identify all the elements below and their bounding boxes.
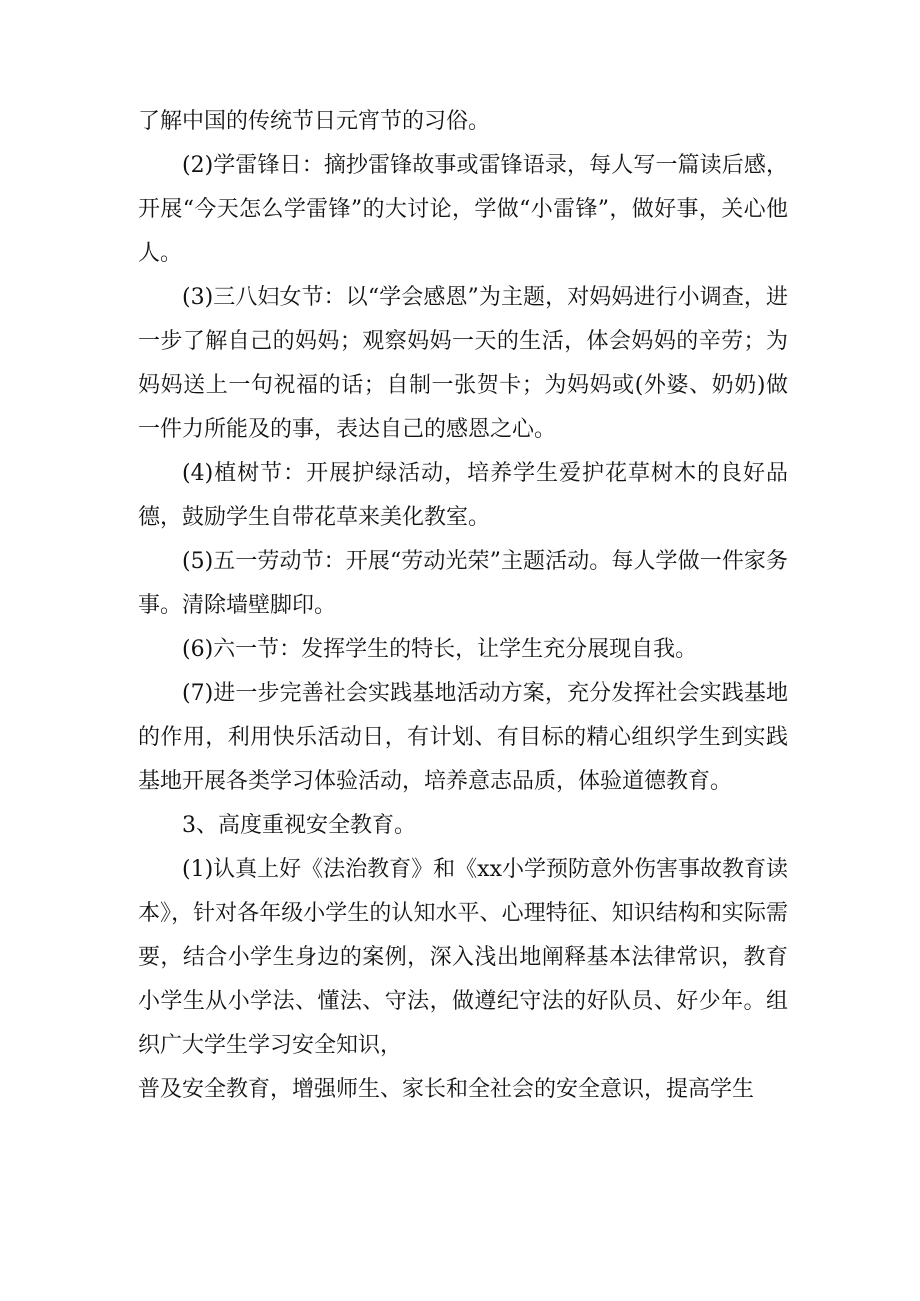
paragraph-womens-day: (3)三八妇女节：以“学会感恩”为主题，对妈妈进行小调查，进一步了解自己的妈妈；观察妈妈一天的生活，体会妈妈的辛劳；为妈妈送上一句祝福的话；自制一张贺卡；为妈妈或(外婆、奶奶)做一件力所能及的事，表达自己的感恩之心。 — [138, 285, 788, 442]
paragraph-labor-day: (5)五一劳动节：开展“劳动光荣”主题活动。每人学做一件家务事。清除墙壁脚印。 — [138, 549, 788, 618]
paragraph-practice-base: (7)进一步完善社会实践基地活动方案，充分发挥社会实践基地的作用，利用快乐活动日，有计划、有目标的精心组织学生到实践基地开展各类学习体验活动，培养意志品质，体验道德教育。 — [138, 681, 788, 794]
paragraph-legal-education: (1)认真上好《法治教育》和《xx小学预防意外伤害事故教育读本》，针对各年级小学生的认知水平、心理特征、知识结构和实际需要，结合小学生身边的案例，深入浅出地阐释基本法律常识，教育小学生从小学法、懂法、守法，做遵纪守法的好队员、好少年。组织广大学生学习安全知识， — [138, 857, 788, 1058]
document-body — [138, 100, 788, 1112]
paragraph-safety-awareness: 普及安全教育，增强师生、家长和全社会的安全意识，提高学生 — [138, 1077, 755, 1102]
paragraph-childrens-day: (6)六一节：发挥学生的特长，让学生充分展现自我。 — [182, 637, 698, 662]
paragraph-arbor-day: (4)植树节：开展护绿活动，培养学生爱护花草树木的良好品德，鼓励学生自带花草来美化教室。 — [138, 461, 788, 530]
section-heading-safety-education: 3、高度重视安全教育。 — [182, 813, 416, 838]
paragraph-lei-feng-day: (2)学雷锋日：摘抄雷锋故事或雷锋语录，每人写一篇读后感，开展“今天怎么学雷锋”的大讨论，学做“小雷锋”，做好事，关心他人。 — [138, 153, 788, 266]
paragraph-lantern-festival-ending: 了解中国的传统节日元宵节的习俗。 — [138, 109, 491, 134]
